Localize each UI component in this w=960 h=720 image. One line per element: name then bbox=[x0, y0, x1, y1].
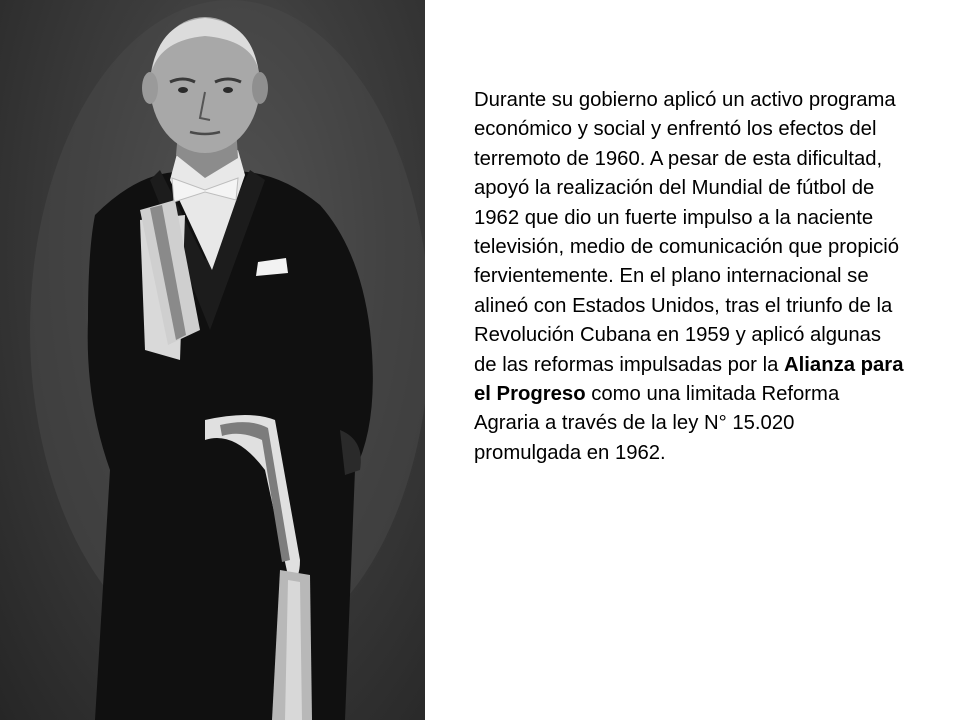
paragraph bbox=[474, 86, 904, 468]
portrait-figure bbox=[0, 0, 425, 720]
portrait-photo bbox=[0, 0, 425, 720]
body-text bbox=[474, 86, 904, 468]
paragraph-outro: como una limitada Reforma Agraria a través de la ley N° 15.020 promulgada en 1962. bbox=[474, 383, 840, 464]
paragraph-intro: Durante su gobierno aplicó un activo programa económico y social y enfrentó los efectos del terremoto de 1960. A pesar de esta dificultad, apoyó la realización del Mundial de fútbol de 1962 que dio un fuerte impulso a la naciente televisión, medio de comunicación que propició fervientemente. En el plano internacional se alineó con Estados Unidos, tras el triunfo de la Revolución Cubana en 1959 y aplicó algunas de las reformas impulsadas por la bbox=[474, 89, 900, 376]
highlight-alianza: Alianza para el Progreso bbox=[474, 353, 904, 406]
